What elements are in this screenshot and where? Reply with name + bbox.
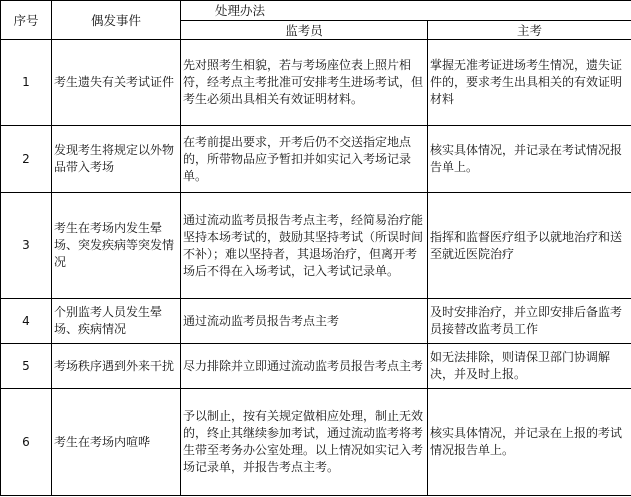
- row-event: 发现考生将规定以外物品带入考场: [52, 126, 181, 193]
- header-no: 序号: [1, 1, 52, 40]
- row-number: 6: [1, 389, 52, 496]
- row-invigilator-action: 通过流动监考员报告考点主考，经简易治疗能坚持本场考试的，鼓励其坚持考试（所误时间不补）；难以坚持者，其退场治疗，但离开考场后不得在入场考试，记入考试记录单。: [181, 193, 428, 299]
- header-row-1: [1, 1, 631, 21]
- row-chief-action: 如无法排除，则请保卫部门协调解决，并及时上报。: [428, 344, 631, 389]
- table-row: [1, 344, 631, 389]
- row-number: 4: [1, 299, 52, 344]
- row-chief-action: 核实具体情况，并记录在上报的考试情况报告单上。: [428, 389, 631, 496]
- row-number: 5: [1, 344, 52, 389]
- row-invigilator-action: 尽力排除并立即通过流动监考员报告考点主考: [181, 344, 428, 389]
- row-event: 考生遗失有关考试证件: [52, 40, 181, 126]
- header-method: 处理办法: [181, 1, 631, 21]
- header-chief: 主考: [428, 21, 631, 40]
- row-number: 2: [1, 126, 52, 193]
- row-number: 3: [1, 193, 52, 299]
- row-event: 个别监考人员发生晕场、疾病情况: [52, 299, 181, 344]
- row-event: 考场秩序遇到外来干扰: [52, 344, 181, 389]
- row-invigilator-action: 在考前提出要求，开考后仍不交送指定地点的，所带物品应予暂扣并如实记入考场记录单。: [181, 126, 428, 193]
- row-event: 考生在考场内发生晕场、突发疾病等突发情况: [52, 193, 181, 299]
- row-chief-action: 掌握无准考证进场考生情况，遗失证件的，要求考生出具相关的有效证明材料: [428, 40, 631, 126]
- header-event: 偶发事件: [52, 1, 181, 40]
- row-invigilator-action: 先对照考生相貌，若与考场座位表上照片相符，经考点主考批准可安排考生进场考试，但考生必须出具相关有效证明材料。: [181, 40, 428, 126]
- row-chief-action: 核实具体情况，并记录在考试情况报告单上。: [428, 126, 631, 193]
- table-row: [1, 193, 631, 299]
- row-invigilator-action: 通过流动监考员报告考点主考: [181, 299, 428, 344]
- table-row: [1, 299, 631, 344]
- row-invigilator-action: 予以制止，按有关规定做相应处理，制止无效的，终止其继续参加考试，通过流动监考将考生带至考务办公室处理。以上情况如实记入考场记录单，并报告考点主考。: [181, 389, 428, 496]
- row-chief-action: 及时安排治疗，并立即安排后备监考员接替改监考员工作: [428, 299, 631, 344]
- row-event: 考生在考场内喧哗: [52, 389, 181, 496]
- table-row: [1, 389, 631, 496]
- table-row: [1, 126, 631, 193]
- row-chief-action: 指挥和监督医疗组予以就地治疗和送至就近医院治疗: [428, 193, 631, 299]
- header-invigilator: 监考员: [181, 21, 428, 40]
- row-number: 1: [1, 40, 52, 126]
- table-row: [1, 40, 631, 126]
